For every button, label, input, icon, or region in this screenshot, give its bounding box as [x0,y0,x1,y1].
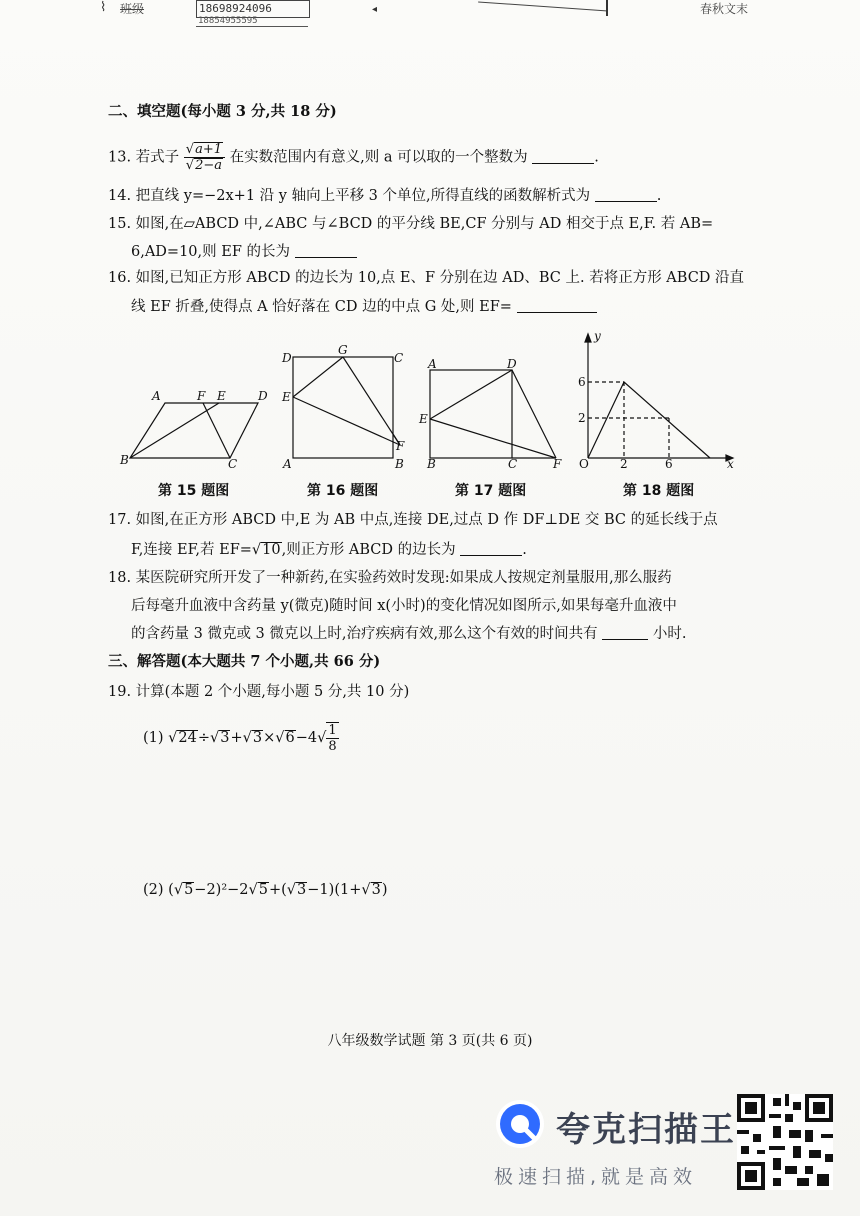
fig18-tick-x2: 2 [620,457,628,471]
q19-1-label: (1) [143,730,164,746]
q15-line1: 如图,在▱ABCD 中,∠ABC 与∠BCD 的平分线 BE,CF 分别与 AD 相交于点 E,F. 若 AB= [135,216,714,232]
q19-2-root1: 5 [184,882,194,898]
page-footer: 八年级数学试题 第 3 页(共 6 页) [327,1033,533,1049]
q19-2-root3: 3 [297,882,307,898]
q18-number: 18. [108,570,132,586]
q16-line1: 如图,已知正方形 ABCD 的边长为 10,点 E、F 分别在边 AD、BC 上. 若将正方形 ABCD 沿直 [135,270,745,286]
fig18-tick-x6: 6 [665,457,673,471]
q19-1-root1: 24 [178,730,197,746]
fig15-diagram [130,403,258,458]
fig18-tick-y6: 6 [578,375,586,389]
caption-fig16: 第 16 题图 [307,483,379,499]
scan-header-strip [0,0,860,30]
fig16-diagram [293,357,400,458]
fig16-label-b: B [395,457,404,471]
header-left-label: 班级 [120,2,145,16]
fig18-y-arrow [585,334,591,342]
q15-line2: 6,AD=10,则 EF 的长为 [131,244,291,260]
fig17-diagram [430,370,556,458]
q19-2-label: (2) [143,882,164,898]
q13-pre: 若式子 [135,149,180,166]
fig15-label-a: A [152,389,161,403]
fig15-label-e: E [217,389,226,403]
q16-number: 16. [108,270,132,286]
caption-fig17: 第 17 题图 [455,483,527,499]
q13-post: 在实数范围内有意义,则 a 可以取的一个整数为 [229,149,528,166]
q14-number: 14. [108,188,132,204]
fig16-label-f: F [396,439,405,453]
fig16-label-e: E [282,390,291,404]
section3-title: 三、解答题(本大题共 7 个小题,共 66 分) [108,653,381,670]
fig17-label-f: F [553,457,562,471]
phone-box-2: 18854955595 [196,16,308,27]
question-18-line2: 后每毫升血液中含药量 y(微克)随时间 x(小时)的变化情况如图所示,如果每毫升血液中 [131,598,677,614]
fig18-chart [585,334,733,461]
q19-2-root2: 5 [258,882,268,898]
question-17-line2: F,连接 EF,若 EF=√10,则正方形 ABCD 的边长为 . [131,542,527,558]
q19-1-frac-den: 8 [328,739,337,754]
caption-fig18: 第 18 题图 [623,483,695,499]
q19-1-frac-num: 1 [328,723,337,738]
fig16-label-a: A [283,457,292,471]
q18-line3-post: 小时. [652,626,687,642]
question-19-part2: (2) (√5−2)²−2√5+(√3−1)(1+√3) [143,882,388,898]
q14-text: 把直线 y=−2x+1 沿 y 轴向上平移 3 个单位,所得直线的函数解析式为 [135,188,591,204]
pen-mark: ⌇ [100,0,107,15]
fig17-label-c: C [508,457,518,471]
question-19 [108,682,409,702]
fig17-label-a: A [428,357,437,371]
fig15-label-c: C [228,457,238,471]
q15-number: 15. [108,216,132,232]
fig15-label-f: F [197,389,206,403]
q13-answer-blank[interactable] [532,149,594,164]
question-18-line3 [131,624,686,644]
fig18-label-origin: O [579,457,589,471]
question-19-part1: (1) √24÷√3+√3×√6−4√ $\frac{1}{8}$ [143,723,337,754]
q15-answer-blank[interactable] [295,243,357,258]
header-rule [478,1,608,11]
fig17-label-b: B [427,457,436,471]
q18-answer-blank[interactable] [602,625,648,640]
fig17-line-ef [430,419,556,458]
question-18-line1 [108,568,672,588]
q13-denominator: 2−a [195,158,222,173]
fig15-label-d: D [258,389,268,403]
fig17-square [430,370,512,458]
q17-line2-post: ,则正方形 ABCD 的边长为 [281,542,456,558]
fig16-label-g: G [338,343,348,357]
stray-dot: ◂ [372,4,378,15]
fig18-label-y: y [594,330,601,343]
fig16-label-d: D [282,351,292,365]
watermark-title: 夸克扫描王 [556,1110,736,1150]
fig16-line-eg [293,357,343,397]
caption-fig15: 第 15 题图 [158,483,230,499]
q16-answer-blank[interactable] [517,298,597,313]
header-stroke [606,0,608,16]
fig16-label-c: C [394,351,404,365]
fig18-label-x: x [727,457,734,471]
q19-1-fraction [326,722,338,754]
question-16-line2 [131,297,597,317]
phone-box-1: 18698924096 [196,0,310,18]
fig17-line-ed [430,370,512,419]
q18-line1: 某医院研究所开发了一种新药,在实验药效时发现:如果成人按规定剂量服用,那么服药 [135,570,672,586]
q19-number: 19. [108,684,132,700]
question-16-line1 [108,268,744,288]
q17-line1: 如图,在正方形 ABCD 中,E 为 AB 中点,连接 DE,过点 D 作 DF⊥DE 交 BC 的延长线于点 [135,512,718,528]
q13-fraction: $\frac{√a+1}{√2-a}$ [184,142,225,173]
header-right-label: 春秋文末 [700,2,749,16]
q16-line2: 线 EF 折叠,使得点 A 恰好落在 CD 边的中点 G 处,则 EF= [131,299,512,315]
section2-title: 二、填空题(每小题 3 分,共 18 分) [108,103,337,120]
q19-1-root3: 3 [252,730,263,746]
fig16-square [293,357,393,458]
fig15-line-cf [203,403,230,458]
fig15-line-be [130,403,219,458]
q14-answer-blank[interactable] [595,187,657,202]
question-13: 13. 若式子 $\frac{√a+1}{√2-a}$ 在实数范围内有意义,则 a 可以取的一个整数为 . [108,142,599,173]
q17-line2-pre: F,连接 EF,若 EF= [131,542,252,558]
fig18-tick-y2: 2 [578,411,586,425]
q17-radicand: 10 [262,542,281,558]
q18-line3-pre: 的含药量 3 微克或 3 微克以上时,治疗疾病有效,那么这个有效的时间共有 [131,626,598,642]
fig17-label-d: D [507,357,517,371]
q13-number: 13. [108,149,132,166]
question-17-line1 [108,510,718,530]
q19-2-root4: 3 [371,882,381,898]
fig17-line-df [512,370,556,458]
watermark-subtitle: 极速扫描,就是高效 [494,1166,698,1188]
question-14: 14. 把直线 y=−2x+1 沿 y 轴向上平移 3 个单位,所得直线的函数解析式为 . [108,188,662,204]
question-15-line2 [131,242,357,262]
q19-1-root2: 3 [220,730,230,746]
question-15-line1 [108,214,713,234]
fig15-label-b: B [120,453,129,467]
fig15-parallelogram [130,403,258,458]
qr-code-icon[interactable] [737,1094,833,1190]
fig18-curve [588,382,710,458]
quark-logo-icon [494,1098,546,1150]
fig17-label-e: E [419,412,428,426]
q19-text: 计算(本题 2 个小题,每小题 5 分,共 10 分) [135,684,410,700]
q19-1-root4: 6 [285,730,295,746]
figures-row [0,330,860,500]
q17-answer-blank[interactable] [460,541,522,556]
q13-numerator: a+1 [195,142,222,157]
q17-number: 17. [108,512,132,528]
